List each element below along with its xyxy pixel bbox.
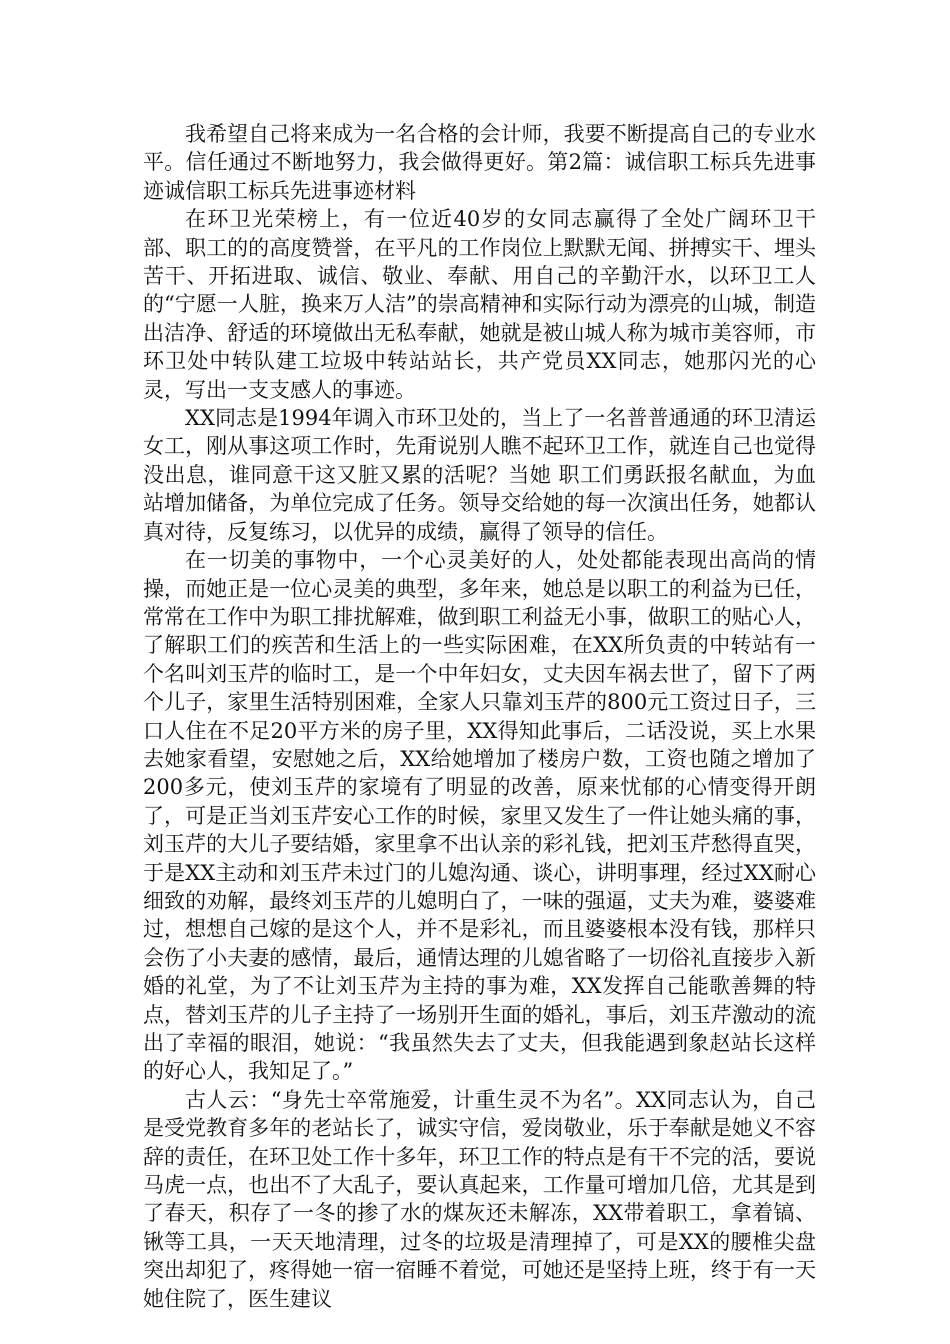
document-body (143, 120, 816, 1313)
paragraph-2: 在环卫光荣榜上，有一位近40岁的女同志赢得了全处广阔环卫干部、职工的的高度赞誉，在平凡的工作岗位上默默无闻、拼搏实干、埋头苦干、开拓进取、诚信、敬业、奉献、用自己的辛勤汗水，以环卫工人的“宁愿一人脏，换来万人洁”的崇高精神和实际行动为漂亮的山城，制造出洁净、舒适的环境做出无私奉献，她就是被山城人称为城市美容师，市环卫处中转队建工垃圾中转站站长，共产党员XX同志，她那闪光的心灵，写出一支支感人的事迹。 (143, 207, 816, 402)
paragraph-4: 在一切美的事物中，一个心灵美好的人，处处都能表现出高尚的情操，而她正是一位心灵美的典型，多年来，她总是以职工的利益为已任，常常在工作中为职工排扰解难，做到职工利益无小事，做职工的贴心人，了解职工们的疾苦和生活上的一些实际困难，在XX所负责的中转站有一个名叫刘玉芹的临时工，是一个中年妇女，丈夫因车祸去世了，留下了两个儿子，家里生活特别困难，全家人只靠刘玉芹的800元工资过日子，三口人住在不足20平方米的房子里，XX得知此事后，二话没说，买上水果去她家看望，安慰她之后，XX给她增加了楼房户数，工资也随之增加了200多元，使刘玉芹的家境有了明显的改善，原来忧郁的心情变得开朗了，可是正当刘玉芹安心工作的时候，家里又发生了一件让她头痛的事，刘玉芹的大儿子要结婚，家里拿不出认亲的彩礼钱，把刘玉芹愁得直哭，于是XX主动和刘玉芹未过门的儿媳沟通、谈心，讲明事理，经过XX耐心细致的劝解，最终刘玉芹的儿媳明白了，一味的强逼，丈夫为难，婆婆难过，想想自己嫁的是这个人，并不是彩礼，而且婆婆根本没有钱，那样只会伤了小夫妻的感情，最后，通情达理的儿媳省略了一切俗礼直接步入新婚的礼堂，为了不让刘玉芹为主持的事为难，XX发挥自己能歌善舞的特点，替刘玉芹的儿子主持了一场别开生面的婚礼，事后，刘玉芹激动的流出了幸福的眼泪，她说：“我虽然失去了丈夫，但我能遇到象赵站长这样的好心人，我知足了。” (143, 548, 816, 1084)
paragraph-3: XX同志是1994年调入市环卫处的，当上了一名普普通通的环卫清运女工，刚从事这项工作时，先甭说别人瞧不起环卫工作，就连自己也觉得没出息，谁同意干这又脏又累的活呢？当她 职工们勇跃报名献血，为血站增加储备，为单位完成了任务。领导交给她的每一次演出任务，她都认真对待，反复练习，以优异的成绩，赢得了领导的信任。 (143, 406, 816, 544)
paragraph-1: 我希望自己将来成为一名合格的会计师，我要不断提高自己的专业水平。信任通过不断地努力，我会做得更好。第2篇：诚信职工标兵先进事迹诚信职工标兵先进事迹材料 (143, 122, 816, 203)
paragraph-5: 古人云：“身先士卒常施爱，计重生灵不为名”。XX同志认为，自己是受党教育多年的老站长了，诚实守信，爱岗敬业，乐于奉献是她义不容辞的责任，在环卫处工作十多年，环卫工作的特点是有干不完的活，要说马虎一点，也出不了大乱子，要认真起来，工作量可增加几倍，尤其是到了春天，积存了一冬的掺了水的煤灰还未解冻，XX带着职工，拿着镐、锹等工具，一天天地清理，过冬的垃圾是清理掉了，可是XX的腰椎尖盘突出却犯了，疼得她一宿一宿睡不着觉，可她还是坚持上班，终于有一天她住院了，医生建议 (143, 1087, 816, 1311)
